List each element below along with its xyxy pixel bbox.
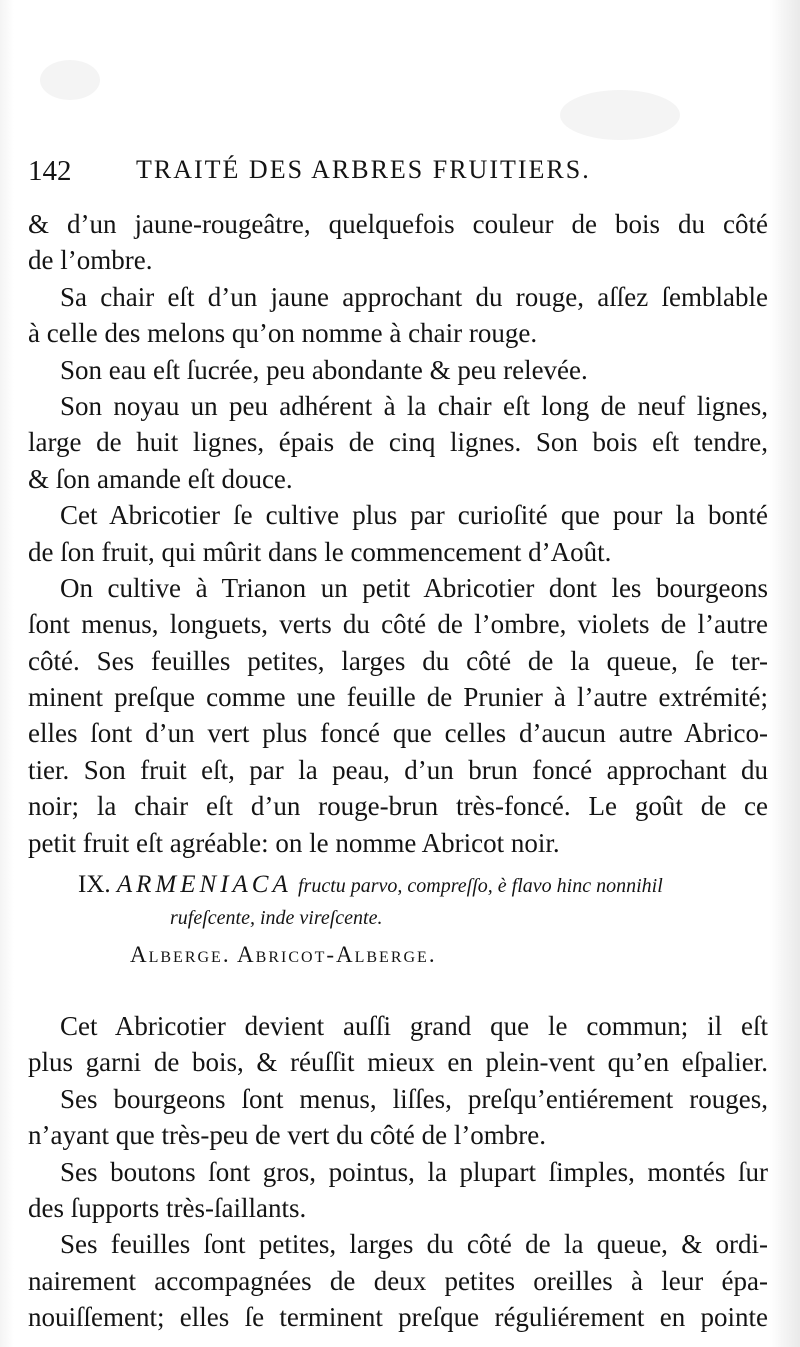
- lower-text-block: [28, 1008, 768, 1336]
- text-line: & ſon amande eſt douce.: [28, 463, 293, 494]
- text-line: Ses bourgeons ſont menus, liſſes, preſqu’entiérement rouges,: [60, 1083, 768, 1114]
- text-line: tier. Son fruit eſt, par la peau, d’un brun foncé approchant du: [28, 754, 768, 785]
- upper-text-block: [28, 206, 768, 861]
- text-line: nairement accompagnées de deux petites oreilles à leur épa-: [28, 1265, 768, 1296]
- entry-description-line1: fructu parvo, compreſſo, è flavo hinc nonnihil: [298, 875, 663, 897]
- page-header: [24, 155, 764, 195]
- text-line: n’ayant que très-peu de vert du côté de l’ombre.: [28, 1120, 547, 1151]
- text-line: On cultive à Trianon un petit Abricotier dont les bourgeons: [60, 572, 768, 603]
- variety-entry: [78, 868, 768, 934]
- entry-description-line2: rufeſcente, inde vireſcente.: [170, 907, 383, 929]
- text-line: de l’ombre.: [28, 245, 153, 276]
- paper-stain: [560, 90, 680, 140]
- paper-stain: [40, 60, 100, 100]
- text-line: minent preſque comme une feuille de Prunier à l’autre extrémité;: [28, 682, 768, 713]
- text-line: & d’un jaune-rougeâtre, quelquefois couleur de bois du côté: [28, 209, 768, 239]
- text-line: Ses boutons ſont gros, pointus, la plupart ſimples, montés ſur: [60, 1156, 768, 1187]
- entry-heading: [78, 868, 768, 902]
- entry-french-name: Alberge. Abricot-Alberge.: [130, 942, 437, 967]
- text-line: Ses feuilles ſont petites, larges du côté de la queue, & ordi-: [60, 1229, 768, 1260]
- entry-genus: ARMENIACA: [116, 871, 292, 898]
- text-line: plus garni de bois, & réuſſit mieux en plein-vent qu’en eſpalier.: [28, 1047, 768, 1078]
- text-line: de ſon fruit, qui mûrit dans le commencement d’Août.: [28, 536, 612, 567]
- text-line: Cet Abricotier devient auſſi grand que le commun; il eſt: [60, 1011, 768, 1041]
- text-line: noir; la chair eſt d’un rouge-brun très-foncé. Le goût de ce: [28, 791, 768, 822]
- page-number: 142: [28, 155, 72, 187]
- text-line: Sa chair eſt d’un jaune approchant du rouge, aſſez ſemblable: [60, 281, 768, 312]
- text-line: à celle des melons qu’on nomme à chair rouge.: [28, 318, 538, 349]
- entry-number: IX.: [78, 871, 111, 898]
- text-line: large de huit lignes, épais de cinq lignes. Son bois eſt tendre,: [28, 427, 768, 458]
- text-line: Cet Abricotier ſe cultive plus par curioſité que pour la bonté: [60, 500, 768, 531]
- text-line: nouiſſement; elles ſe terminent preſque réguliérement en pointe: [28, 1302, 768, 1333]
- text-line: ſont menus, longuets, verts du côté de l’ombre, violets de l’autre: [28, 609, 768, 640]
- text-line: Son eau eſt ſucrée, peu abondante & peu relevée.: [60, 354, 588, 385]
- text-line: côté. Ses feuilles petites, larges du côté de la queue, ſe ter-: [28, 645, 768, 676]
- running-title: TRAITÉ DES ARBRES FRUITIERS.: [136, 155, 591, 184]
- text-line: Son noyau un peu adhérent à la chair eſt long de neuf lignes,: [60, 390, 768, 421]
- text-line: elles ſont d’un vert plus foncé que celles d’aucun autre Abrico-: [28, 718, 768, 749]
- text-line: petit fruit eſt agréable: on le nomme Abricot noir.: [28, 827, 560, 858]
- text-line: des ſupports très-ſaillants.: [28, 1192, 307, 1223]
